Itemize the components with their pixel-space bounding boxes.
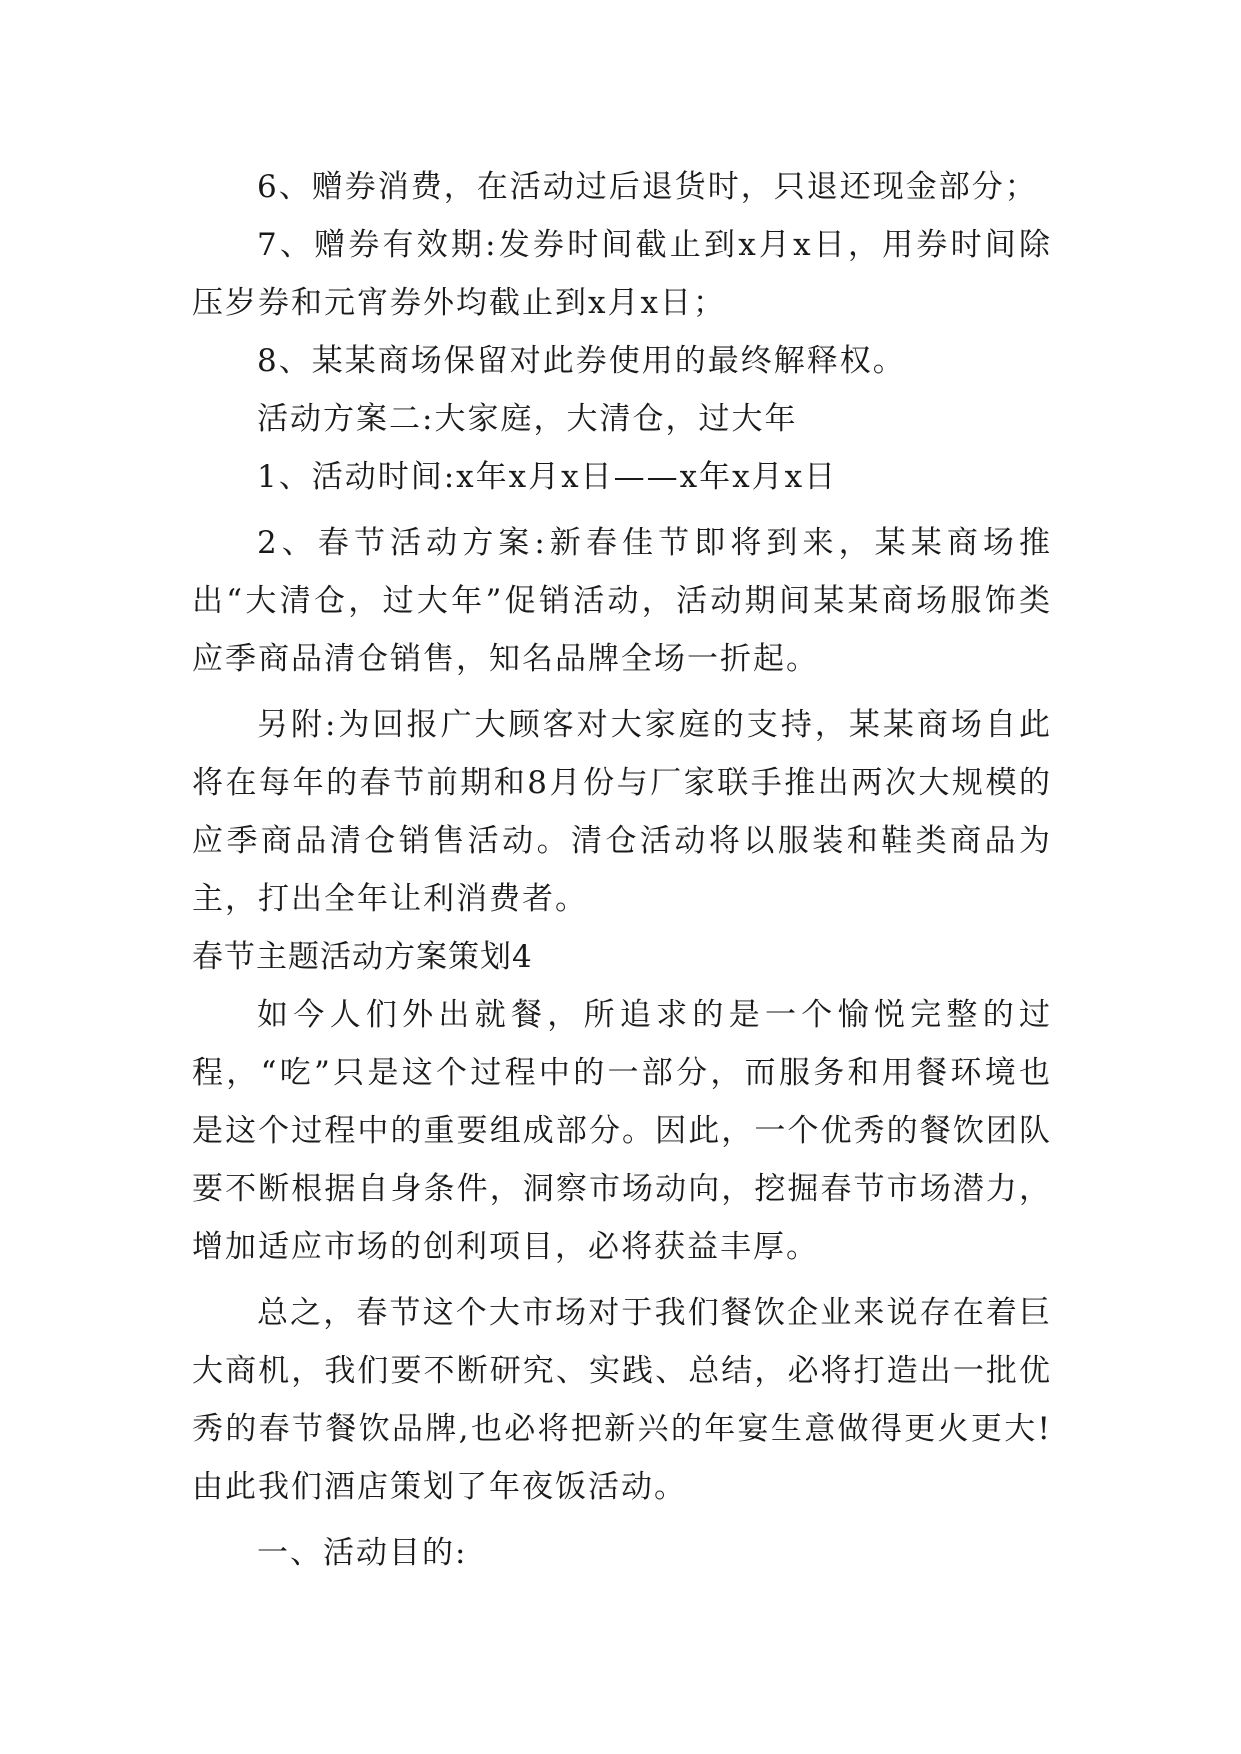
paragraph-plan-two-title: 活动方案二:大家庭，大清仓，过大年	[257, 401, 798, 437]
paragraph-interpretation-right: 8、某某商场保留对此券使用的最终解释权。	[257, 343, 906, 379]
paragraph-spring-festival-plan: 2、春节活动方案:新春佳节即将到来，某某商场推出“大清仓，过大年”促销活动，活动期间某某商场服饰类应季商品清仓销售，知名品牌全场一折起。	[192, 525, 1052, 677]
paragraph-appendix: 另附:为回报广大顾客对大家庭的支持，某某商场自此将在每年的春节前期和8月份与厂家联手推出两次大规模的应季商品清仓销售活动。清仓活动将以服装和鞋类商品为主，打出全年让利消费者。	[192, 707, 1052, 917]
section-title: 春节主题活动方案策划4	[192, 939, 533, 975]
paragraph-business-opportunity: 总之，春节这个大市场对于我们餐饮企业来说存在着巨大商机，我们要不断研究、实践、总结，必将打造出一批优秀的春节餐饮品牌,也必将把新兴的年宴生意做得更火更大!由此我们酒店策划了年夜饭活动。	[192, 1295, 1052, 1505]
document-body	[192, 158, 1052, 1582]
paragraph-dining-intro: 如今人们外出就餐，所追求的是一个愉悦完整的过程，“吃”只是这个过程中的一部分，而服务和用餐环境也是这个过程中的重要组成部分。因此，一个优秀的餐饮团队要不断根据自身条件，洞察市场动向，挖掘春节市场潜力，增加适应市场的创利项目，必将获益丰厚。	[192, 997, 1052, 1265]
paragraph-activity-time: 1、活动时间:x年x月x日——x年x月x日	[257, 459, 838, 495]
paragraph-coupon-refund: 6、赠券消费，在活动过后退货时，只退还现金部分；	[257, 169, 1038, 205]
paragraph-coupon-validity: 7、赠券有效期:发券时间截止到x月x日，用券时间除压岁券和元宵券外均截止到x月x日；	[192, 227, 1052, 321]
paragraph-activity-purpose: 一、活动目的:	[257, 1535, 468, 1571]
